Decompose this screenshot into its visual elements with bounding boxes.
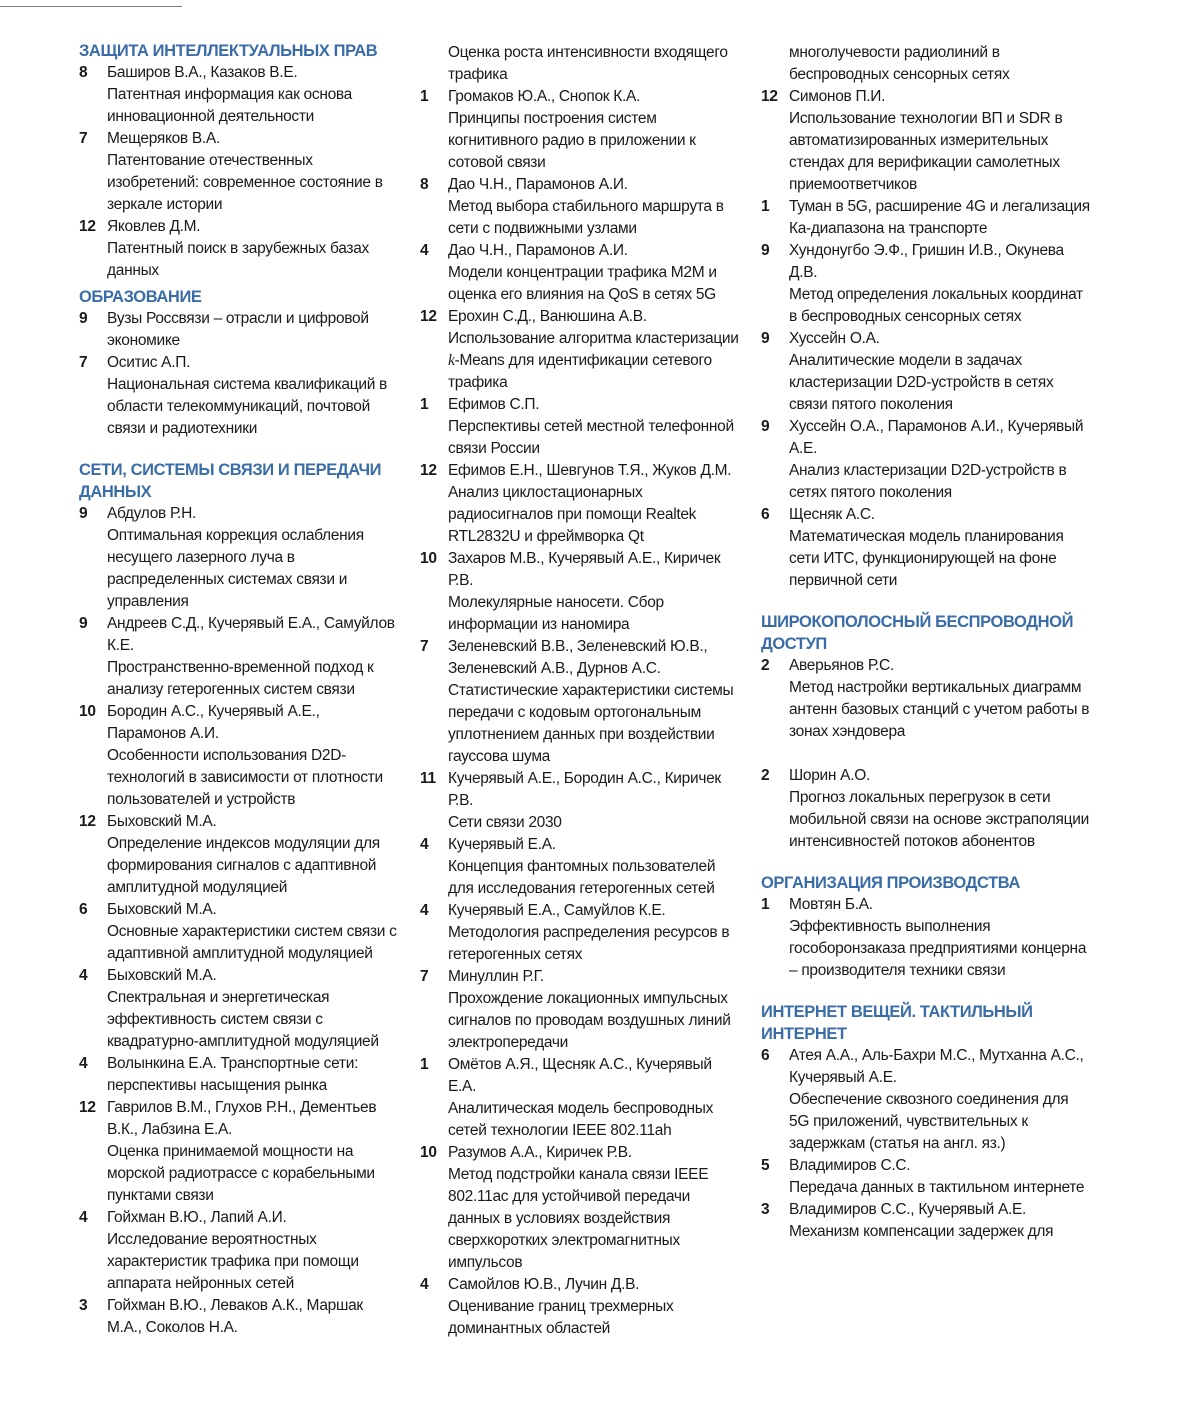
section-heading: СЕТИ, СИСТЕМЫ СВЯЗИ И ПЕРЕДАЧИ ДАННЫХ (79, 461, 382, 501)
entry-authors: Мовтян Б.А. (789, 896, 873, 913)
section (761, 1001, 1091, 1243)
entry-title: Вузы Россвязи – отрасли и цифровой экономике (107, 310, 369, 349)
entry-text (789, 416, 1091, 504)
entry-title: Основные характеристики систем связи с адаптивной амплитудной модуляцией (107, 923, 397, 962)
entry-title: Метод определения локальных координат в беспроводных сенсорных сетях (789, 286, 1083, 325)
entry-text (107, 1295, 401, 1339)
issue-number: 12 (420, 308, 437, 325)
issue-number: 1 (761, 896, 770, 913)
entry-authors: Яковлев Д.М. (107, 218, 201, 235)
issue-number: 9 (761, 418, 770, 435)
bibliography-entry (79, 352, 401, 440)
issue-number: 3 (79, 1297, 88, 1314)
entry-title: Использование технологии ВП и SDR в автоматизированных измерительных стендах для верификации самолетных приемоответчиков (789, 110, 1063, 193)
issue-number: 12 (79, 1099, 96, 1116)
issue-number: 1 (420, 1056, 429, 1073)
column-3 (761, 42, 1091, 1247)
bibliography-entry (420, 900, 742, 966)
bibliography-entry (761, 86, 1091, 196)
entry-authors: Ефимов Е.Н., Шевгунов Т.Я., Жуков Д.М. (448, 462, 732, 479)
bibliography-entry (761, 416, 1091, 504)
bibliography-entry (420, 768, 742, 834)
entry-title: Патентование отечественных изобретений: современное состояние в зеркале истории (107, 152, 383, 213)
issue-number: 12 (761, 88, 778, 105)
entry-text (448, 966, 742, 1054)
issue-number: 5 (761, 1157, 770, 1174)
issue-number: 7 (79, 130, 88, 147)
section-heading: ИНТЕРНЕТ ВЕЩЕЙ. ТАКТИЛЬНЫЙ ИНТЕРНЕТ (761, 1003, 1033, 1043)
entry-authors: Баширов В.А., Казаков В.Е. (107, 64, 298, 81)
entry-authors: Гойхман В.Ю., Лапий А.И. (107, 1209, 287, 1226)
entry-text (789, 328, 1091, 416)
entry-authors: Разумов А.А., Киричек Р.В. (448, 1144, 632, 1161)
entry-title: Молекулярные наносети. Сбор информации из наномира (448, 594, 664, 633)
bibliography-entry (79, 128, 401, 216)
section (79, 459, 401, 1339)
entry-authors: Гаврилов В.М., Глухов Р.Н., Дементьев В.К., Лабзина Е.А. (107, 1099, 377, 1138)
issue-number: 9 (79, 310, 88, 327)
entry-text (448, 394, 742, 460)
section (761, 611, 1091, 853)
entry-title: Национальная система квалификаций в области телекоммуникаций, почтовой связи и радиотехники (107, 376, 387, 437)
entry-text (107, 128, 401, 216)
issue-number: 1 (420, 88, 429, 105)
bibliography-entry (761, 765, 1091, 853)
entry-authors: Ерохин С.Д., Ванюшина А.В. (448, 308, 647, 325)
entry-text (107, 503, 401, 613)
section (761, 872, 1091, 982)
issue-number: 4 (420, 242, 429, 259)
issue-number: 4 (420, 836, 429, 853)
entry-authors: Симонов П.И. (789, 88, 886, 105)
entry-authors: Хуссейн О.А., Парамонов А.И., Кучерявый А.Е. (789, 418, 1084, 457)
section-heading: ЗАЩИТА ИНТЕЛЛЕКТУАЛЬНЫХ ПРАВ (79, 42, 378, 60)
entry-title: Математическая модель планирования сети ИТС, функционирующей на фоне первичной сети (789, 528, 1064, 589)
top-rule (0, 6, 182, 7)
entry-text (107, 811, 401, 899)
issue-number: 6 (761, 1047, 770, 1064)
entry-authors: Громаков Ю.А., Снопок К.А. (448, 88, 641, 105)
issue-number: 7 (420, 968, 429, 985)
entry-text (107, 701, 401, 811)
bibliography-entry (420, 394, 742, 460)
issue-number: 8 (79, 64, 88, 81)
entry-title: Метод настройки вертикальных диаграмм антенн базовых станций с учетом работы в зонах хэндовера (789, 679, 1090, 740)
bibliography-entry (761, 328, 1091, 416)
entry-text (448, 1274, 742, 1340)
bibliography-entry (420, 1142, 742, 1274)
bibliography-entry (420, 240, 742, 306)
issue-number: 10 (79, 703, 96, 720)
bibliography-entry (79, 62, 401, 128)
entry-authors: Кучерявый Е.А., Самуйлов К.Е. (448, 902, 666, 919)
issue-number: 1 (420, 396, 429, 413)
entry-authors: Щесняк А.С. (789, 506, 875, 523)
issue-number: 9 (79, 505, 88, 522)
entry-title: Волынкина Е.А. Транспортные сети: перспективы насыщения рынка (107, 1055, 359, 1094)
column-1 (79, 40, 401, 1343)
entry-title: Патентный поиск в зарубежных базах данных (107, 240, 369, 279)
bibliography-entry (761, 196, 1091, 240)
entry-text (789, 765, 1091, 853)
entry-text (448, 1142, 742, 1274)
issue-number: 8 (420, 176, 429, 193)
entry-title: многолучевости радиолиний в беспроводных сенсорных сетях (789, 44, 1010, 83)
entry-text (107, 1053, 401, 1097)
bibliography-entry (761, 655, 1091, 743)
entry-title: Прохождение локационных импульсных сигналов по проводам воздушных линий электропередачи (448, 990, 731, 1051)
entry-authors: Минуллин Р.Г. (448, 968, 544, 985)
bibliography-entry (420, 306, 742, 394)
entry-title: Туман в 5G, расширение 4G и легализация Ка-диапазона на транспорте (789, 198, 1090, 237)
entry-title: Анализ циклостационарных радиосигналов при помощи Realtek RTL2832U и фреймворка Qt (448, 484, 697, 545)
entry-title: Исследование вероятностных характеристик трафика при помощи аппарата нейронных сетей (107, 1231, 359, 1292)
entry-authors: Самойлов Ю.В., Лучин Д.В. (448, 1276, 640, 1293)
bibliography-entry (79, 811, 401, 899)
bibliography-entry (420, 174, 742, 240)
entry-text (107, 1207, 401, 1295)
entry-text (448, 768, 742, 834)
entry-title: Эффективность выполнения гособоронзаказа предприятиями концерна – производителя техники связи (789, 918, 1087, 979)
column-2 (420, 42, 742, 1344)
entry-text (789, 86, 1091, 196)
entry-text (789, 196, 1091, 240)
issue-number (420, 42, 448, 86)
issue-number: 6 (79, 901, 88, 918)
entry-title: Оптимальная коррекция ослабления несущего лазерного луча в распределенных системах связи и управления (107, 527, 364, 610)
entry-text (107, 899, 401, 965)
bibliography-entry (79, 1053, 401, 1097)
entry-text (107, 308, 401, 352)
entry-authors: Атея А.А., Аль-Бахри М.С., Мутханна А.С., Кучерявый А.Е. (789, 1047, 1084, 1086)
issue-number: 7 (420, 638, 429, 655)
entry-text (789, 240, 1091, 328)
issue-number: 12 (79, 813, 96, 830)
entry-authors: Кучерявый Е.А. (448, 836, 556, 853)
bibliography-entry (761, 1199, 1091, 1243)
bibliography-entry (761, 1045, 1091, 1155)
section-heading: ШИРОКОПОЛОСНЫЙ БЕСПРОВОДНОЙ ДОСТУП (761, 613, 1074, 653)
bibliography-entry (761, 504, 1091, 592)
issue-number: 6 (761, 506, 770, 523)
bibliography-entry (761, 240, 1091, 328)
entry-authors: Аверьянов Р.С. (789, 657, 894, 674)
entry-text (448, 900, 742, 966)
entry-title: Определение индексов модуляции для формирования сигналов с адаптивной амплитудной модуляцией (107, 835, 380, 896)
issue-number: 9 (761, 330, 770, 347)
entry-authors: Захаров М.В., Кучерявый А.Е., Киричек Р.В. (448, 550, 721, 589)
entry-text (448, 42, 742, 86)
entry-authors: Шорин А.О. (789, 767, 870, 784)
entry-authors: Дао Ч.Н., Парамонов А.И. (448, 242, 628, 259)
bibliography-entry (420, 86, 742, 174)
issue-number: 4 (420, 1276, 429, 1293)
entry-authors: Омётов А.Я., Щесняк А.С., Кучерявый Е.А. (448, 1056, 712, 1095)
bibliography-entry (79, 216, 401, 282)
entry-authors: Гойхман В.Ю., Леваков А.К., Маршак М.А., Соколов Н.А. (107, 1297, 363, 1336)
issue-number: 7 (79, 354, 88, 371)
issue-number: 10 (420, 550, 437, 567)
bibliography-entry (79, 965, 401, 1053)
entry-title: Оценка роста интенсивности входящего трафика (448, 44, 728, 83)
issue-number: 10 (420, 1144, 437, 1161)
entry-title: Пространственно-временной подход к анализу гетерогенных систем связи (107, 659, 374, 698)
bibliography-entry (79, 308, 401, 352)
entry-text (107, 965, 401, 1053)
entry-authors: Зеленевский В.В., Зеленевский Ю.В., Зеленевский А.В., Дурнов А.С. (448, 638, 708, 677)
entry-title: Прогноз локальных перегрузок в сети мобильной связи на основе экстраполяции интенсивностей потоков абонентов (789, 789, 1089, 850)
entry-authors: Быховский М.А. (107, 967, 217, 984)
entry-authors: Кучерявый А.Е., Бородин А.С., Киричек Р.В. (448, 770, 721, 809)
entry-text (107, 62, 401, 128)
entry-text (789, 1155, 1091, 1199)
bibliography-entry (420, 42, 742, 86)
entry-authors: Ефимов С.П. (448, 396, 540, 413)
issue-number (761, 42, 789, 86)
entry-text (448, 240, 742, 306)
entry-authors: Оситис А.П. (107, 354, 191, 371)
issue-number: 9 (79, 615, 88, 632)
issue-number: 4 (79, 1055, 88, 1072)
entry-text (107, 613, 401, 701)
entry-text (107, 352, 401, 440)
issue-number: 1 (761, 198, 770, 215)
entry-text (448, 548, 742, 636)
entry-text (789, 504, 1091, 592)
entry-authors: Владимиров С.С. (789, 1157, 911, 1174)
entry-text (448, 86, 742, 174)
entry-authors: Мещеряков В.А. (107, 130, 220, 147)
section-heading: ОБРАЗОВАНИЕ (79, 288, 202, 306)
bibliography-entry (420, 1274, 742, 1340)
section (420, 42, 742, 1340)
entry-title: Сети связи 2030 (448, 814, 562, 831)
entry-title: Аналитическая модель беспроводных сетей технологии IEEE 802.11ah (448, 1100, 714, 1139)
entry-title: Принципы построения систем когнитивного радио в приложении к сотовой связи (448, 110, 696, 171)
issue-number: 12 (79, 218, 96, 235)
entry-text (789, 1045, 1091, 1155)
entry-text (789, 42, 1091, 86)
entry-authors: Дао Ч.Н., Парамонов А.И. (448, 176, 628, 193)
bibliography-entry (420, 966, 742, 1054)
entry-title: Статистические характеристики системы передачи с кодовым ортогональным уплотнением данных при воздействии гауссова шума (448, 682, 734, 765)
section (79, 286, 401, 440)
entry-title: Передача данных в тактильном интернете (789, 1179, 1085, 1196)
entry-title: Концепция фантомных пользователей для исследования гетерогенных сетей (448, 858, 716, 897)
entry-title: Методология распределения ресурсов в гетерогенных сетях (448, 924, 730, 963)
entry-title: Модели концентрации трафика M2M и оценка его влияния на QoS в сетях 5G (448, 264, 717, 303)
bibliography-entry (79, 613, 401, 701)
entry-title: Аналитические модели в задачах кластеризации D2D-устройств в сетях связи пятого поколения (789, 352, 1054, 413)
issue-number: 3 (761, 1201, 770, 1218)
entry-authors: Андреев С.Д., Кучерявый Е.А., Самуйлов К.Е. (107, 615, 395, 654)
bibliography-entry (420, 460, 742, 548)
entry-text (448, 636, 742, 768)
issue-number: 9 (761, 242, 770, 259)
entry-text (448, 460, 742, 548)
entry-title: Использование алгоритма кластеризации k-Means для идентификации сетевого трафика (448, 330, 739, 391)
bibliography-entry (761, 894, 1091, 982)
bibliography-entry (79, 503, 401, 613)
entry-text (448, 306, 742, 394)
entry-title: Оценка принимаемой мощности на морской радиотрассе с корабельными пунктами связи (107, 1143, 375, 1204)
entry-authors: Хуссейн О.А. (789, 330, 880, 347)
entry-text (107, 1097, 401, 1207)
bibliography-entry (761, 42, 1091, 86)
issue-number: 2 (761, 657, 770, 674)
bibliography-entry (420, 834, 742, 900)
bibliography-entry (79, 899, 401, 965)
issue-number: 4 (79, 967, 88, 984)
entry-authors: Быховский М.А. (107, 813, 217, 830)
entry-title: Метод выбора стабильного маршрута в сети с подвижными узлами (448, 198, 724, 237)
entry-text (448, 174, 742, 240)
entry-title: Механизм компенсации задержек для (789, 1223, 1054, 1240)
entry-authors: Бородин А.С., Кучерявый А.Е., Парамонов А.И. (107, 703, 320, 742)
entry-title: Оценивание границ трехмерных доминантных областей (448, 1298, 674, 1337)
entry-text (107, 216, 401, 282)
bibliography-entry (79, 701, 401, 811)
issue-number: 11 (420, 770, 436, 787)
entry-title: Патентная информация как основа инновационной деятельности (107, 86, 352, 125)
entry-text (789, 894, 1091, 982)
bibliography-entry (79, 1097, 401, 1207)
bibliography-entry (420, 548, 742, 636)
entry-authors: Абдулов Р.Н. (107, 505, 196, 522)
entry-text (789, 1199, 1091, 1243)
bibliography-entry (79, 1207, 401, 1295)
entry-title: Обеспечение сквозного соединения для 5G приложений, чувствительных к задержкам (статья на англ. яз.) (789, 1091, 1069, 1152)
bibliography-entry (420, 1054, 742, 1142)
entry-title: Метод подстройки канала связи IEEE 802.11ac для устойчивой передачи данных в условиях воздействия сверхкоротких электромагнитных импульсов (448, 1166, 709, 1271)
bibliography-entry (79, 1295, 401, 1339)
issue-number: 12 (420, 462, 437, 479)
entry-text (448, 834, 742, 900)
entry-title: Особенности использования D2D-технологий в зависимости от плотности пользователей и устройств (107, 747, 383, 808)
bibliography-entry (420, 636, 742, 768)
section (761, 42, 1091, 592)
entry-authors: Хундонугбо Э.Ф., Гришин И.В., Окунева Д.В. (789, 242, 1064, 281)
issue-number: 4 (420, 902, 429, 919)
entry-title: Спектральная и энергетическая эффективность систем связи с квадратурно-амплитудной модуляцией (107, 989, 379, 1050)
bibliography-entry (761, 1155, 1091, 1199)
entry-authors: Быховский М.А. (107, 901, 217, 918)
issue-number: 2 (761, 767, 770, 784)
entry-authors: Владимиров С.С., Кучерявый А.Е. (789, 1201, 1027, 1218)
section-heading: ОРГАНИЗАЦИЯ ПРОИЗВОДСТВА (761, 874, 1021, 892)
section (79, 40, 401, 282)
entry-title: Перспективы сетей местной телефонной связи России (448, 418, 734, 457)
entry-title: Анализ кластеризации D2D-устройств в сетях пятого поколения (789, 462, 1067, 501)
entry-text (448, 1054, 742, 1142)
issue-number: 4 (79, 1209, 88, 1226)
entry-text (789, 655, 1091, 743)
